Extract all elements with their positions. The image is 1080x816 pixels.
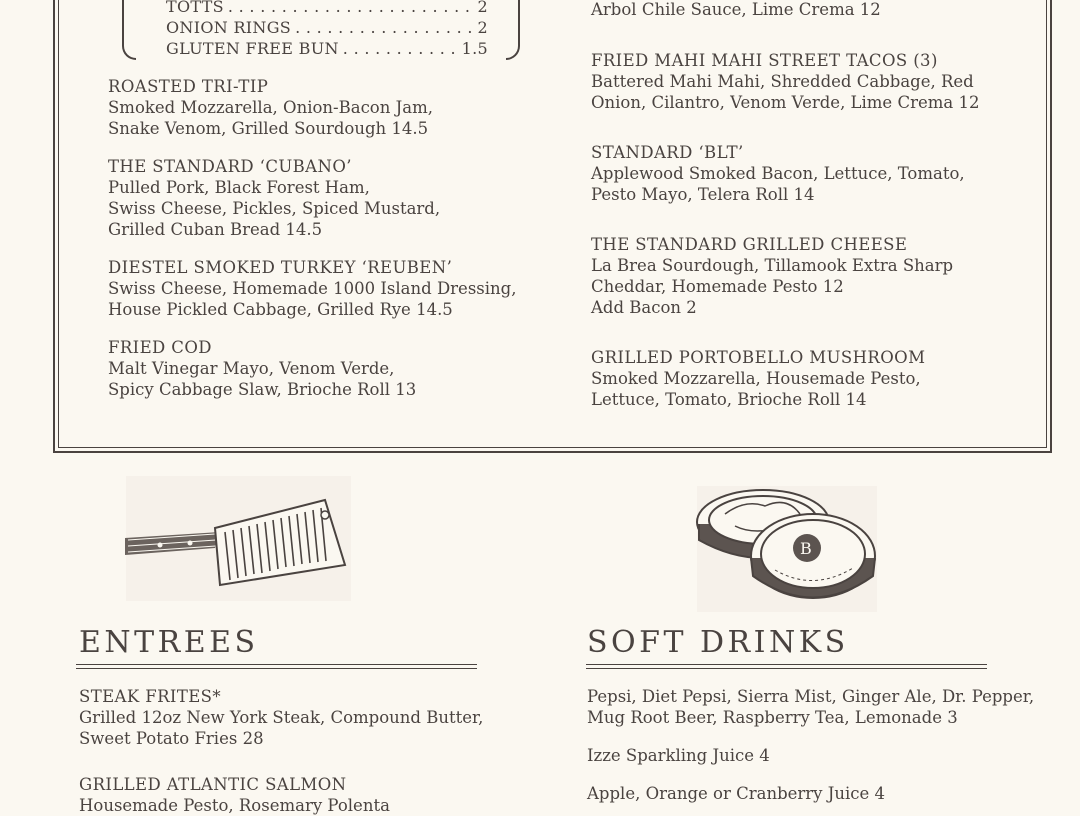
menu-item-name: THE STANDARD ‘CUBANO’ xyxy=(108,157,352,176)
section-rule xyxy=(586,664,987,669)
menu-item xyxy=(108,76,558,139)
menu-item-desc: Housemade Pesto, Rosemary Polenta xyxy=(79,796,390,815)
section-title-entrees: ENTREES xyxy=(79,625,259,660)
menu-item xyxy=(79,686,529,749)
sides-bracket-right xyxy=(506,0,520,60)
menu-item-name: STANDARD ‘BLT’ xyxy=(591,143,744,162)
menu-item-desc: La Brea Sourdough, Tillamook Extra Sharp Cheddar, Homemade Pesto 12 Add Bacon 2 xyxy=(591,256,954,317)
menu-item-desc: Grilled 12oz New York Steak, Compound Butter, Sweet Potato Fries 28 xyxy=(79,708,484,748)
menu-item-name: ROASTED TRI-TIP xyxy=(108,77,269,96)
menu-item xyxy=(108,337,558,400)
menu-item-desc: Battered Mahi Mahi, Shredded Cabbage, Red Onion, Cilantro, Venom Verde, Lime Crema 12 xyxy=(591,72,980,112)
leader-dots xyxy=(228,0,474,17)
side-item-price: 1.5 xyxy=(461,39,488,58)
leader-dots xyxy=(295,17,473,38)
cleaver-icon xyxy=(120,470,355,605)
menu-item-desc: Pulled Pork, Black Forest Ham, Swiss Cheese, Pickles, Spiced Mustard, Grilled Cuban Bread 14.5 xyxy=(108,178,441,239)
leader-dots xyxy=(343,38,458,59)
menu-item xyxy=(591,234,1041,318)
drink-line: Pepsi, Diet Pepsi, Sierra Mist, Ginger Ale, Dr. Pepper, Mug Root Beer, Raspberry Tea, Lemonade 3 xyxy=(587,687,1035,727)
menu-item-continued xyxy=(591,0,1041,20)
menu-item xyxy=(591,50,1041,113)
drink-line: Izze Sparkling Juice 4 xyxy=(587,746,770,765)
menu-item-name: THE STANDARD GRILLED CHEESE xyxy=(591,235,908,254)
side-item xyxy=(166,38,488,59)
menu-item-name: DIESTEL SMOKED TURKEY ‘REUBEN’ xyxy=(108,258,453,277)
side-item-name: GLUTEN FREE BUN xyxy=(166,39,339,58)
side-item xyxy=(166,17,488,38)
side-item-price: 2 xyxy=(477,0,488,16)
side-item-price: 2 xyxy=(477,18,488,37)
menu-item xyxy=(108,257,558,320)
menu-item xyxy=(591,347,1041,410)
menu-item xyxy=(79,774,529,816)
menu-item-name: GRILLED ATLANTIC SALMON xyxy=(79,775,347,794)
menu-item xyxy=(108,156,558,240)
section-title-soft-drinks: SOFT DRINKS xyxy=(587,625,849,660)
side-item xyxy=(166,0,488,17)
side-item-name: ONION RINGS xyxy=(166,18,292,37)
menu-item-name: GRILLED PORTOBELLO MUSHROOM xyxy=(591,348,926,367)
section-rule xyxy=(76,664,477,669)
menu-item-desc: Malt Vinegar Mayo, Venom Verde, Spicy Cabbage Slaw, Brioche Roll 13 xyxy=(108,359,417,399)
side-item-name: TOTTS xyxy=(166,0,224,16)
menu-item-name: FRIED MAHI MAHI STREET TACOS (3) xyxy=(591,51,938,70)
menu-item-name: FRIED COD xyxy=(108,338,212,357)
svg-text:B: B xyxy=(800,539,812,558)
menu-item-desc: Applewood Smoked Bacon, Lettuce, Tomato, Pesto Mayo, Telera Roll 14 xyxy=(591,164,965,204)
bottle-caps-icon xyxy=(695,484,880,614)
sides-bracket-left xyxy=(122,0,136,60)
menu-item xyxy=(591,142,1041,205)
menu-item-desc: Smoked Mozzarella, Onion-Bacon Jam, Snake Venom, Grilled Sourdough 14.5 xyxy=(108,98,433,138)
drink-line: Apple, Orange or Cranberry Juice 4 xyxy=(587,784,885,803)
menu-item-desc: Arbol Chile Sauce, Lime Crema 12 xyxy=(591,0,881,19)
menu-item-name: STEAK FRITES* xyxy=(79,687,222,706)
menu-item-desc: Smoked Mozzarella, Housemade Pesto, Lettuce, Tomato, Brioche Roll 14 xyxy=(591,369,921,409)
menu-item-desc: Swiss Cheese, Homemade 1000 Island Dressing, House Pickled Cabbage, Grilled Rye 14.5 xyxy=(108,279,517,319)
